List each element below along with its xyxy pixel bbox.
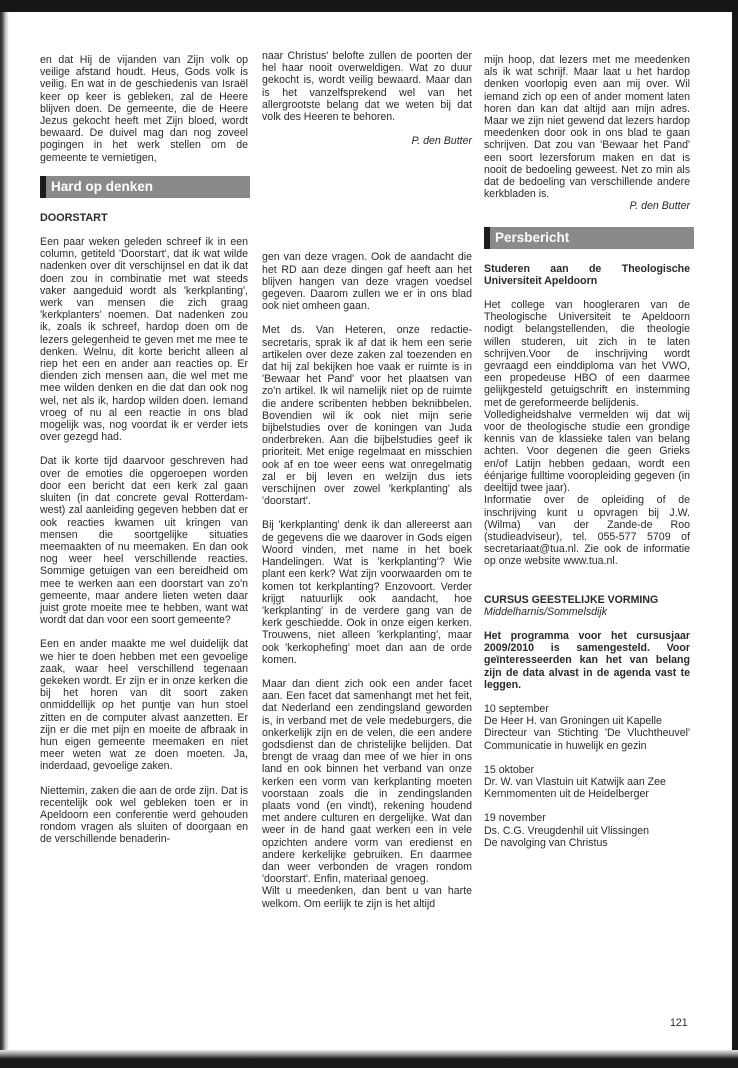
col1-paragraph-1: Een paar weken geleden schreef ik in een column, getiteld 'Doorstart', dat ik wat wilde nadenken over dit verschijnsel en dat ik dat doen zou in combinatie met wat steeds vaker aangeduid wordt als 'kerkplanting', werk van mensen die zich graag 'kerkplanters' noemen. Dat nadenken zou ik, zoals ik schreef, hardop doen om de lezers gelegenheid te geven met me mee te denken. Welnu, dit korte bericht alleen al riep het een en ander aan reacties op. Er dienden zich mensen aan, die wel met me mee wilden denken en die dat dan ook nog wel, net als ik, hardop wilden doen. Iemand vroeg of nu al een reactie in ons blad mogelijk was, nog voordat ik er verder iets over gezegd had. bbox=[40, 236, 248, 444]
topic-line: Kernmomenten uit de Heidelberger bbox=[484, 788, 649, 801]
column-gap bbox=[262, 161, 472, 251]
scan-edge-top bbox=[0, 0, 738, 12]
col1-paragraph-3: Een en ander maakte me wel duidelijk dat we hier te doen hebben met een gevoelige zaak, waar heel verschillend tegenaan gekeken wordt. Er zijn er in onze kerken die bij het horen van dit soort zaken onmiddellijk op het puntje van hun stoel zitten en de computer alvast aanzetten. Er zijn er die met pijn en moeite de afbraak in hun eigen gemeente meemaken en niet meer weten wat ze doen moeten. Ja, inderdaad, gevoelige zaken. bbox=[40, 638, 248, 773]
cursus-lead: Het programma voor het cursusjaar 2009/2010 is samengesteld. Voor geïnteresseerden kan het van belang zijn de data alvast in de agenda vast te leggen. bbox=[484, 629, 690, 691]
speaker-line: Ds. C.G. Vreugdenhil uit Vlissingen bbox=[484, 824, 650, 837]
section-title-doorstart: DOORSTART bbox=[40, 211, 108, 224]
page-number: 121 bbox=[670, 1017, 688, 1029]
scan-edge-left bbox=[0, 12, 9, 1052]
date-label: 15 oktober bbox=[484, 763, 535, 776]
speaker-line: Dr. W. van Vlastuin uit Katwijk aan Zee bbox=[484, 775, 666, 788]
column-left bbox=[40, 54, 248, 846]
col2-paragraph-5: Wilt u meedenken, dan bent u van harte welkom. Om eerlijk te zijn is het altijd bbox=[262, 885, 472, 910]
scan-edge-bottom bbox=[0, 1050, 738, 1068]
col1-paragraph-2: Dat ik korte tijd daarvoor geschreven had over de emoties die opgeroepen worden door een bericht dat een kerk zal gaan sluiten (in dat concrete geval Rotterdam-west) zal aanleiding gegeven hebben dat er ook reacties kwamen uit kringen van mensen die soortgelijke situaties meemaakten of nu meemaken. En dan ook nog weer heel verschillende reacties. Sommige getuigen van een bereidheid om mee te werken aan een doorstart van zo'n gemeente, maar andere lieten weten daar juist grote moeite mee te hebben, want wat wordt dat dan voor een soort gemeente? bbox=[40, 455, 248, 627]
topic-line: Directeur van Stichting 'De Vluchtheuvel' Communicatie in huwelijk en gezin bbox=[484, 727, 690, 752]
col2-paragraph-1: gen van deze vragen. Ook de aandacht die het RD aan deze dingen gaf heeft aan het blijven hangen van deze vragen voedsel gegeven. Daarom zullen we er in ons blad ook niet omheen gaan. bbox=[262, 251, 472, 313]
date-entry bbox=[484, 703, 690, 752]
col3-intro-paragraph: mijn hoop, dat lezers met me meedenken als ik wat schrijf. Maar laat u het hardop denken voorlopig even aan mij over. Wil iemand zich op een of ander moment laten horen dan kan dat altijd aan mijn adres. Maar we zijn niet gewend dat lezers hardop meedenken door ook in ons blad te gaan schrijven. Dat zou van 'Bewaar het Pand' een soort lezersforum maken en dat is nooit de bedoeling geweest. Net zo min als dat de bedoeling van verschillende andere kerkbladen is. bbox=[484, 54, 690, 201]
col1-paragraph-4: Niettemin, zaken die aan de orde zijn. Dat is recentelijk ook wel gebleken toen er in Apeldoorn een conferentie werd gehouden rondom vragen als sluiten of doorgaan en de verschillende benaderin- bbox=[40, 784, 248, 846]
topic-line: De navolging van Christus bbox=[484, 836, 608, 849]
signature: P. den Butter bbox=[629, 200, 690, 213]
column-right bbox=[484, 54, 690, 861]
col3-paragraph-1: Het college van hoogleraren van de Theologische Universiteit te Apeldoorn nodigt belangstellenden, die theologie willen studeren, uit zich in te laten schrijven.Voor de inschrijving wordt gevraagd een einddiploma van het VWO, een propedeuse HBO of een daarmee gelijkgesteld getuigschrift en instemming met de gereformeerde belijdenis. bbox=[484, 299, 690, 409]
speaker-line: De Heer H. van Groningen uit Kapelle bbox=[484, 715, 662, 728]
scan-edge-right bbox=[732, 0, 738, 1068]
date-entry bbox=[484, 764, 690, 801]
col2-intro-paragraph: naar Christus' belofte zullen de poorten der hel haar nooit overweldigen. Wat zo duur gekocht is, wordt veilig bewaard. Maar dan is het vanzelfsprekend wel van het allergrootste belang dat we weten bij dat volk des Heeren te behoren. bbox=[262, 50, 472, 124]
section-gap bbox=[484, 580, 690, 594]
date-label: 10 september bbox=[484, 702, 549, 715]
subhead-studeren: Studeren aan de Theologische Universiteit Apeldoorn bbox=[484, 262, 690, 287]
col3-paragraph-2: Volledigheidshalve vermelden wij dat wij voor de theologische studie een grondige kennis van de klassieke talen van belang achten. Voor degenen die geen Grieks en/of Latijn hebben gedaan, wordt een éénjarige fulltime vooropleiding gegeven (in deeltijd twee jaar). bbox=[484, 408, 690, 495]
date-entry bbox=[484, 812, 690, 849]
column-middle bbox=[262, 50, 472, 910]
cursus-title: CURSUS GEESTELIJKE VORMING bbox=[484, 593, 659, 606]
col2-paragraph-2: Met ds. Van Heteren, onze redactie-secretaris, sprak ik af dat ik hem een serie artikelen over deze zaken zal toezenden en dat hij zal bekijken hoe vaak er ruimte is in 'Bewaar het Pand' voor het plaatsen van zo'n artikel. Ik wil namelijk niet op de ruimte die andere scribenten hebben beknibbelen. Bovendien wil ik ook niet mijn serie bijbelstudies over de koningen van Juda onderbreken. Aan die bijbelstudies geef ik prioriteit. Met enige regelmaat en misschien ook af en toe weer eens wat onregelmatig zal er bij leven en welzijn dus iets verschijnen over zowel 'kerkplanting' als 'doorstart'. bbox=[262, 324, 472, 508]
banner-hard-op-denken: Hard op denken bbox=[40, 176, 250, 198]
banner-persbericht: Persbericht bbox=[484, 227, 694, 249]
col1-intro-paragraph: en dat Hij de vijanden van Zijn volk op veilige afstand houdt. Heus, Gods volk is veilig. En wat in de geschiedenis van Israël keer op keer is gebleken, zal de Heere blijven doen. De gemeente, die de Heere Jezus gekocht heeft met Zijn bloed, wordt bewaard. De duivel mag dan nog zoveel pogingen in het werk stellen om de gemeente te vernietigen, bbox=[40, 54, 248, 164]
col2-paragraph-4: Maar dan dient zich ook een ander facet aan. Een facet dat samenhangt met het feit, dat Nederland een zendingsland geworden is, in verband met de vele medeburgers, die onkerkelijk zijn en de velen, die een andere godsdienst dan de christelijke belijden. Dat brengt de vraag dan mee of we hier in ons land en ook binnen het verband van onze kerken een vorm van kerkplanting moeten voorstaan zoals die in zendingslanden plaats vond (en vindt), rekening houdend met andere culturen en dergelijke. Wat dan weer in de hand gaat werken een in vele opzichten andere vorm van eredienst en andere kerkelijke gebruiken. En daarmee dan weer verbonden de vragen rondom 'doorstart'. Enfin, materiaal genoeg. bbox=[262, 677, 472, 886]
col2-paragraph-3: Bij 'kerkplanting' denk ik dan allereerst aan de gegevens die we daarover in Gods eigen Woord vinden, met name in het boek Handelingen. Wat is 'kerkplanting'? Wie plant een kerk? Wat zijn voorwaarden om te komen tot kerkplanting? Enzovoort. Verder krijgt natuurlijk ook aandacht, hoe 'kerkplanting' in de verdere gang van de kerk geschiedde. Ook in onze eigen kerken. Trouwens, niet alleen 'kerkplanting', maar ook 'kerkophefing' moet dan aan de orde komen. bbox=[262, 519, 472, 666]
cursus-location: Middelharnis/Sommelsdijk bbox=[484, 605, 608, 618]
col3-paragraph-3: Informatie over de opleiding of de inschrijving kunt u opvragen bij J.W. (Wilma) van der Zande-de Roo (studieadviseur), tel. 055-577 5709 of secretariaat@tua.nl. Zie ook de informatie op onze website www.tua.nl. bbox=[484, 494, 690, 568]
date-label: 19 november bbox=[484, 812, 546, 825]
signature: P. den Butter bbox=[411, 135, 472, 148]
